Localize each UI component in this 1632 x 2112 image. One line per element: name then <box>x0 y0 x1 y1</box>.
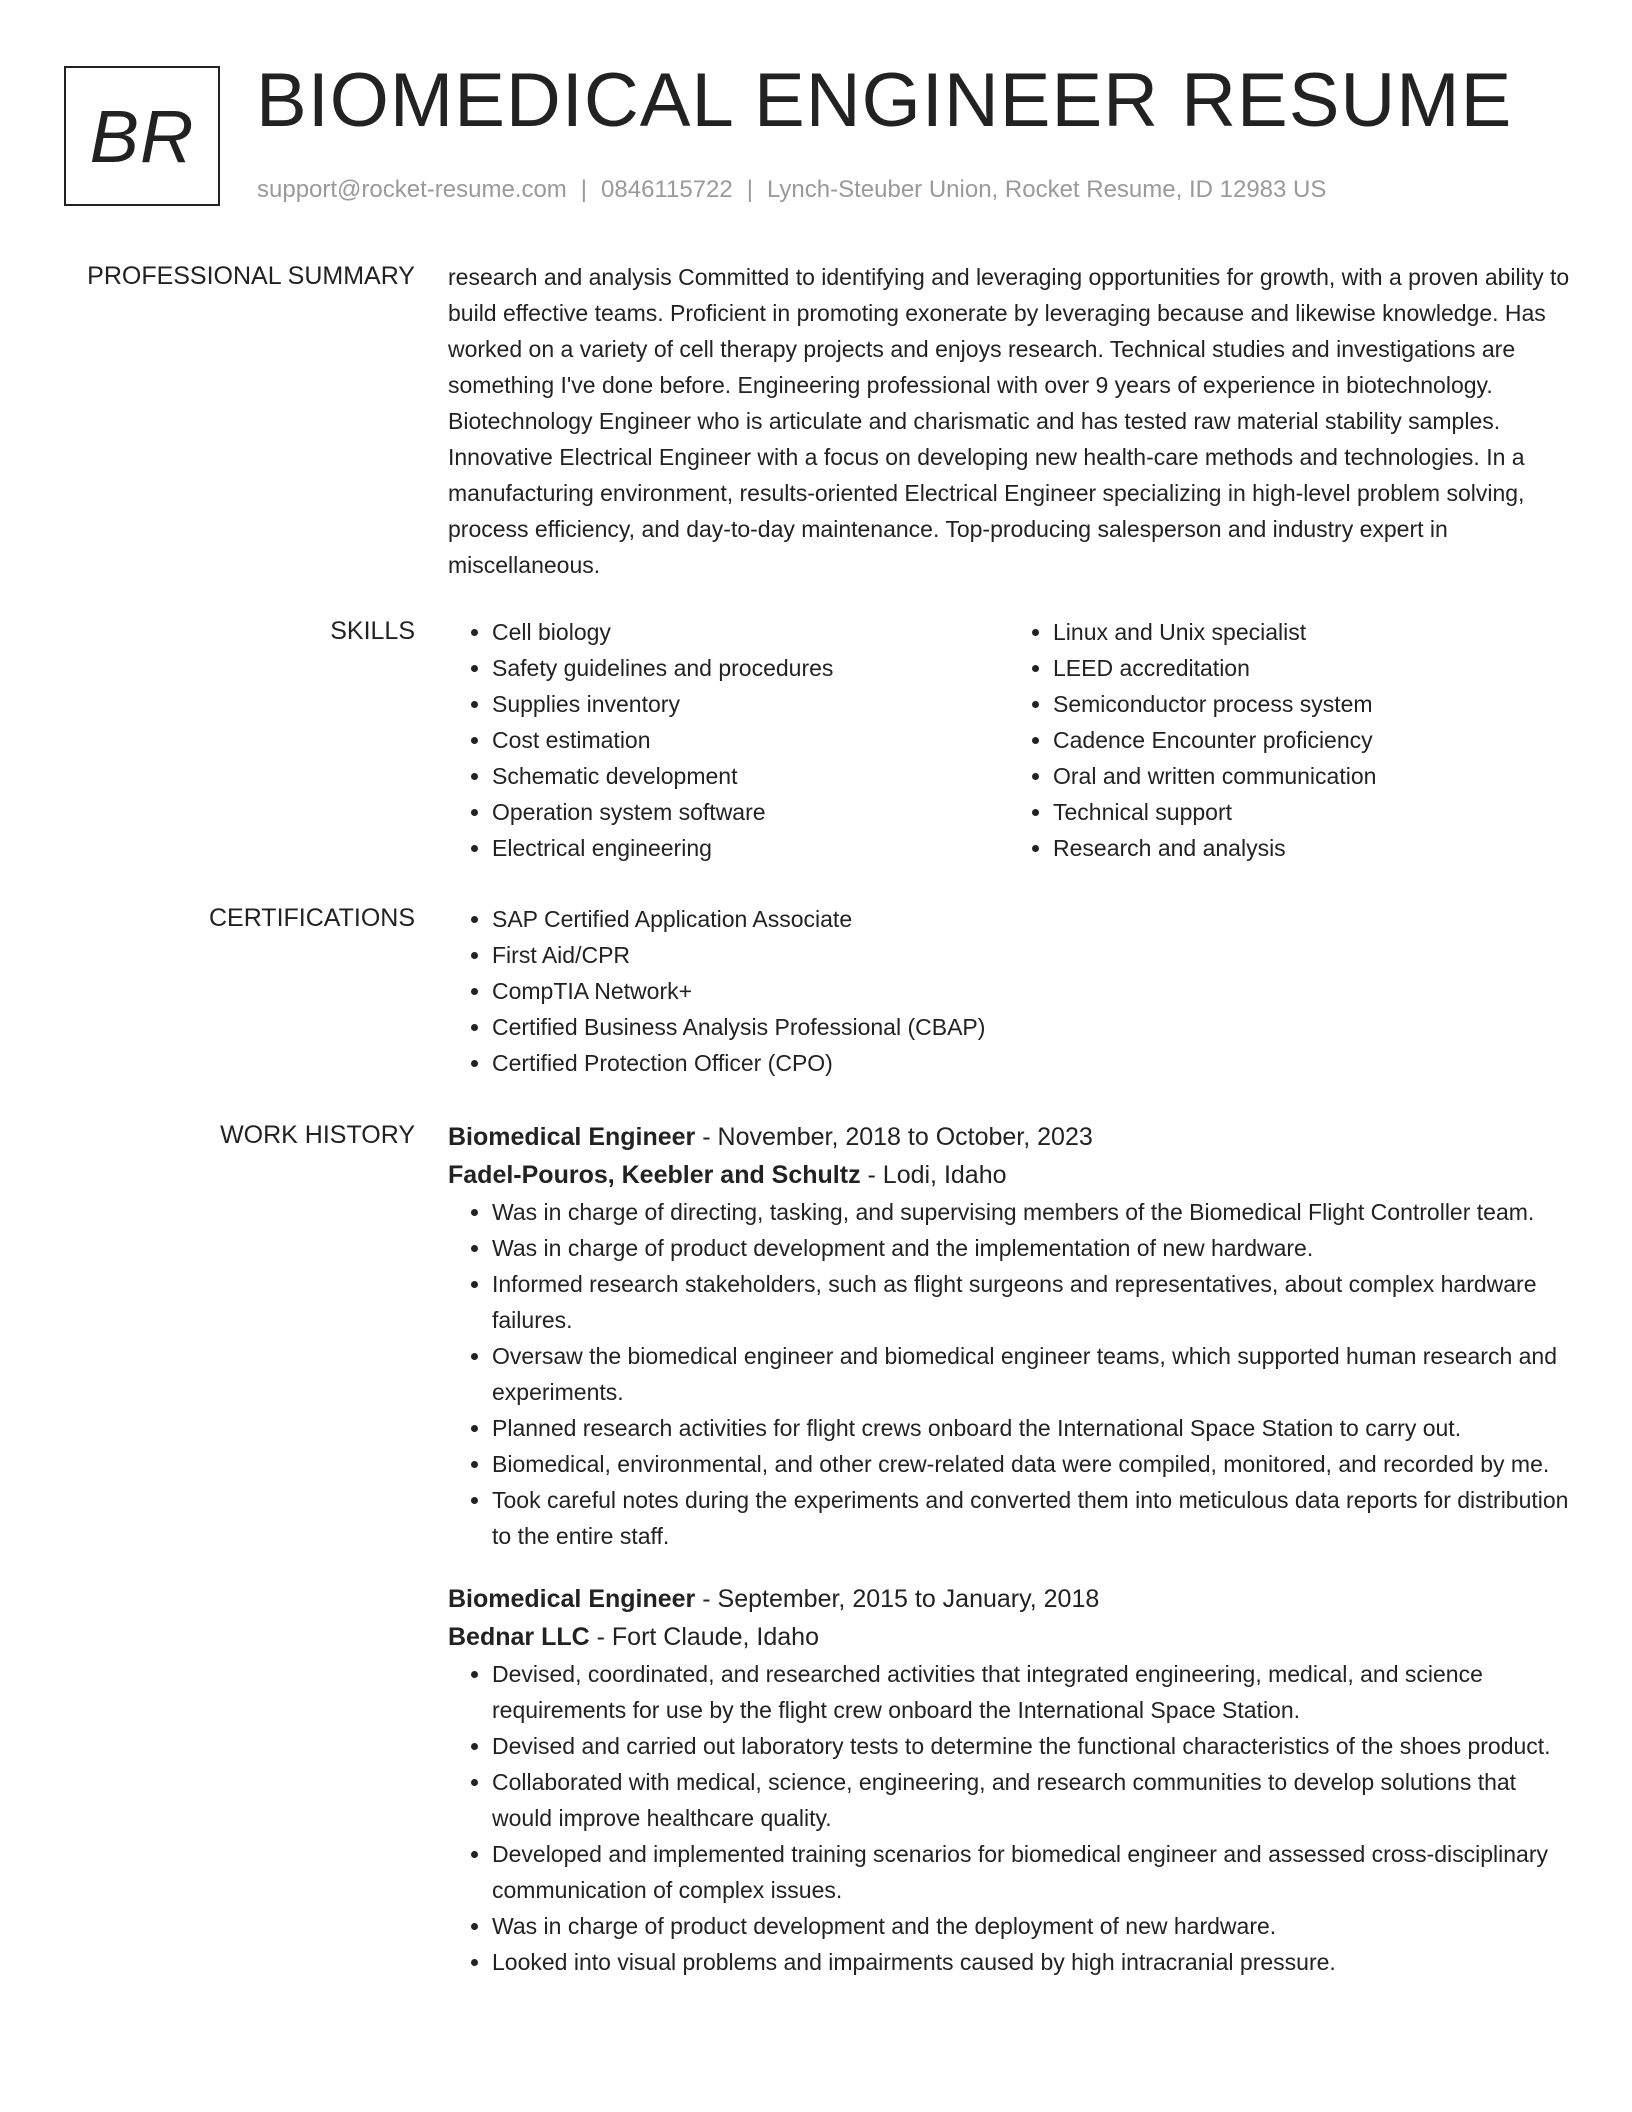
job-title-line <box>448 1118 1570 1156</box>
contact-address: Lynch-Steuber Union, Rocket Resume, ID 12983 US <box>766 176 1327 203</box>
skill-item: • Oral and written communication <box>1053 758 1570 794</box>
job-duties-list <box>448 1656 1570 1980</box>
section-heading: CERTIFICATIONS <box>208 904 415 932</box>
skills-columns <box>448 614 1570 866</box>
job-title: Biomedical Engineer <box>448 1585 696 1613</box>
job-duty: • Took careful notes during the experiments and converted them into meticulous data reports for distribution to the entire staff. <box>492 1482 1570 1554</box>
skills-list-left <box>448 614 1009 866</box>
skill-item: • LEED accreditation <box>1053 650 1570 686</box>
job-title: Biomedical Engineer <box>448 1123 696 1151</box>
skill-item: • Cost estimation <box>492 722 1009 758</box>
skills-list-right <box>1009 614 1570 866</box>
job-duty: • Was in charge of product development and the deployment of new hardware. <box>492 1908 1570 1944</box>
monogram-initials: BR <box>89 94 195 178</box>
contact-line <box>257 175 1326 205</box>
work-history-body <box>448 1118 1570 2002</box>
summary-body <box>448 259 1570 583</box>
job-duties-list <box>448 1194 1570 1554</box>
skill-item: • Linux and Unix specialist <box>1053 614 1570 650</box>
contact-email: support@rocket-resume.com <box>257 176 567 203</box>
certification-item: • Certified Business Analysis Professional (CBAP) <box>492 1009 1570 1045</box>
job-duty: • Developed and implemented training scenarios for biomedical engineer and assessed cross-disciplinary communication of complex issues. <box>492 1836 1570 1908</box>
job-entry <box>448 1580 1570 1980</box>
certification-item: • First Aid/CPR <box>492 937 1570 973</box>
job-company: Bednar LLC <box>448 1623 590 1651</box>
job-duty: • Biomedical, environmental, and other crew-related data were compiled, monitored, and recorded by me. <box>492 1446 1570 1482</box>
job-dates: - September, 2015 to January, 2018 <box>695 1585 1100 1613</box>
job-duty: • Devised, coordinated, and researched activities that integrated engineering, medical, and science requirements for use by the flight crew onboard the International Space Station. <box>492 1656 1570 1728</box>
section-heading: PROFESSIONAL SUMMARY <box>87 262 415 290</box>
job-duty: • Was in charge of product development and the implementation of new hardware. <box>492 1230 1570 1266</box>
job-location: - Lodi, Idaho <box>860 1161 1007 1189</box>
contact-phone: 0846115722 <box>601 176 733 203</box>
job-duty: • Was in charge of directing, tasking, and supervising members of the Biomedical Flight Controller team. <box>492 1194 1570 1230</box>
job-duty: • Looked into visual problems and impairments caused by high intracranial pressure. <box>492 1944 1570 1980</box>
skill-item: • Research and analysis <box>1053 830 1570 866</box>
job-entry <box>448 1118 1570 1554</box>
skill-item: • Schematic development <box>492 758 1009 794</box>
skill-item: • Supplies inventory <box>492 686 1009 722</box>
job-duty: • Informed research stakeholders, such as flight surgeons and representatives, about complex hardware failures. <box>492 1266 1570 1338</box>
contact-separator: | <box>580 176 588 203</box>
certification-item: • CompTIA Network+ <box>492 973 1570 1009</box>
certifications-body <box>448 901 1570 1081</box>
resume-title: BIOMEDICAL ENGINEER RESUME <box>256 58 1513 143</box>
job-dates: - November, 2018 to October, 2023 <box>695 1123 1093 1151</box>
certification-item: • SAP Certified Application Associate <box>492 901 1570 937</box>
skill-item: • Technical support <box>1053 794 1570 830</box>
summary-text: research and analysis Committed to identifying and leveraging opportunities for growth, with a proven ability to build effective teams. Proficient in promoting exonerate by leveraging because and likewise knowledge. Has worked on a variety of cell therapy projects and enjoys research. Technical studies and investigations are something I've done before. Engineering professional with over 9 years of experience in biotechnology. Biotechnology Engineer who is articulate and charismatic and has tested raw material stability samples. Innovative Electrical Engineer with a focus on developing new health-care methods and technologies. In a manufacturing environment, results-oriented Electrical Engineer specializing in high-level problem solving, process efficiency, and day-to-day maintenance. Top-producing salesperson and industry expert in miscellaneous. <box>448 264 1570 578</box>
skill-item: • Safety guidelines and procedures <box>492 650 1009 686</box>
job-company-line <box>448 1618 1570 1656</box>
job-title-line <box>448 1580 1570 1618</box>
section-heading: SKILLS <box>330 617 415 645</box>
job-duty: • Planned research activities for flight crews onboard the International Space Station to carry out. <box>492 1410 1570 1446</box>
job-duty: • Collaborated with medical, science, engineering, and research communities to develop solutions that would improve healthcare quality. <box>492 1764 1570 1836</box>
job-company: Fadel-Pouros, Keebler and Schultz <box>448 1161 861 1189</box>
skill-item: • Cadence Encounter proficiency <box>1053 722 1570 758</box>
job-location: - Fort Claude, Idaho <box>589 1623 819 1651</box>
job-company-line <box>448 1156 1570 1194</box>
job-duty: • Devised and carried out laboratory tests to determine the functional characteristics of the shoes product. <box>492 1728 1570 1764</box>
skill-item: • Electrical engineering <box>492 830 1009 866</box>
skill-item: • Cell biology <box>492 614 1009 650</box>
certifications-list <box>448 901 1570 1081</box>
skill-item: • Semiconductor process system <box>1053 686 1570 722</box>
contact-separator: | <box>746 176 753 203</box>
section-heading: WORK HISTORY <box>220 1121 415 1149</box>
certification-item: • Certified Protection Officer (CPO) <box>492 1045 1570 1081</box>
skill-item: • Operation system software <box>492 794 1009 830</box>
monogram-badge <box>64 66 220 206</box>
job-duty: • Oversaw the biomedical engineer and biomedical engineer teams, which supported human research and experiments. <box>492 1338 1570 1410</box>
